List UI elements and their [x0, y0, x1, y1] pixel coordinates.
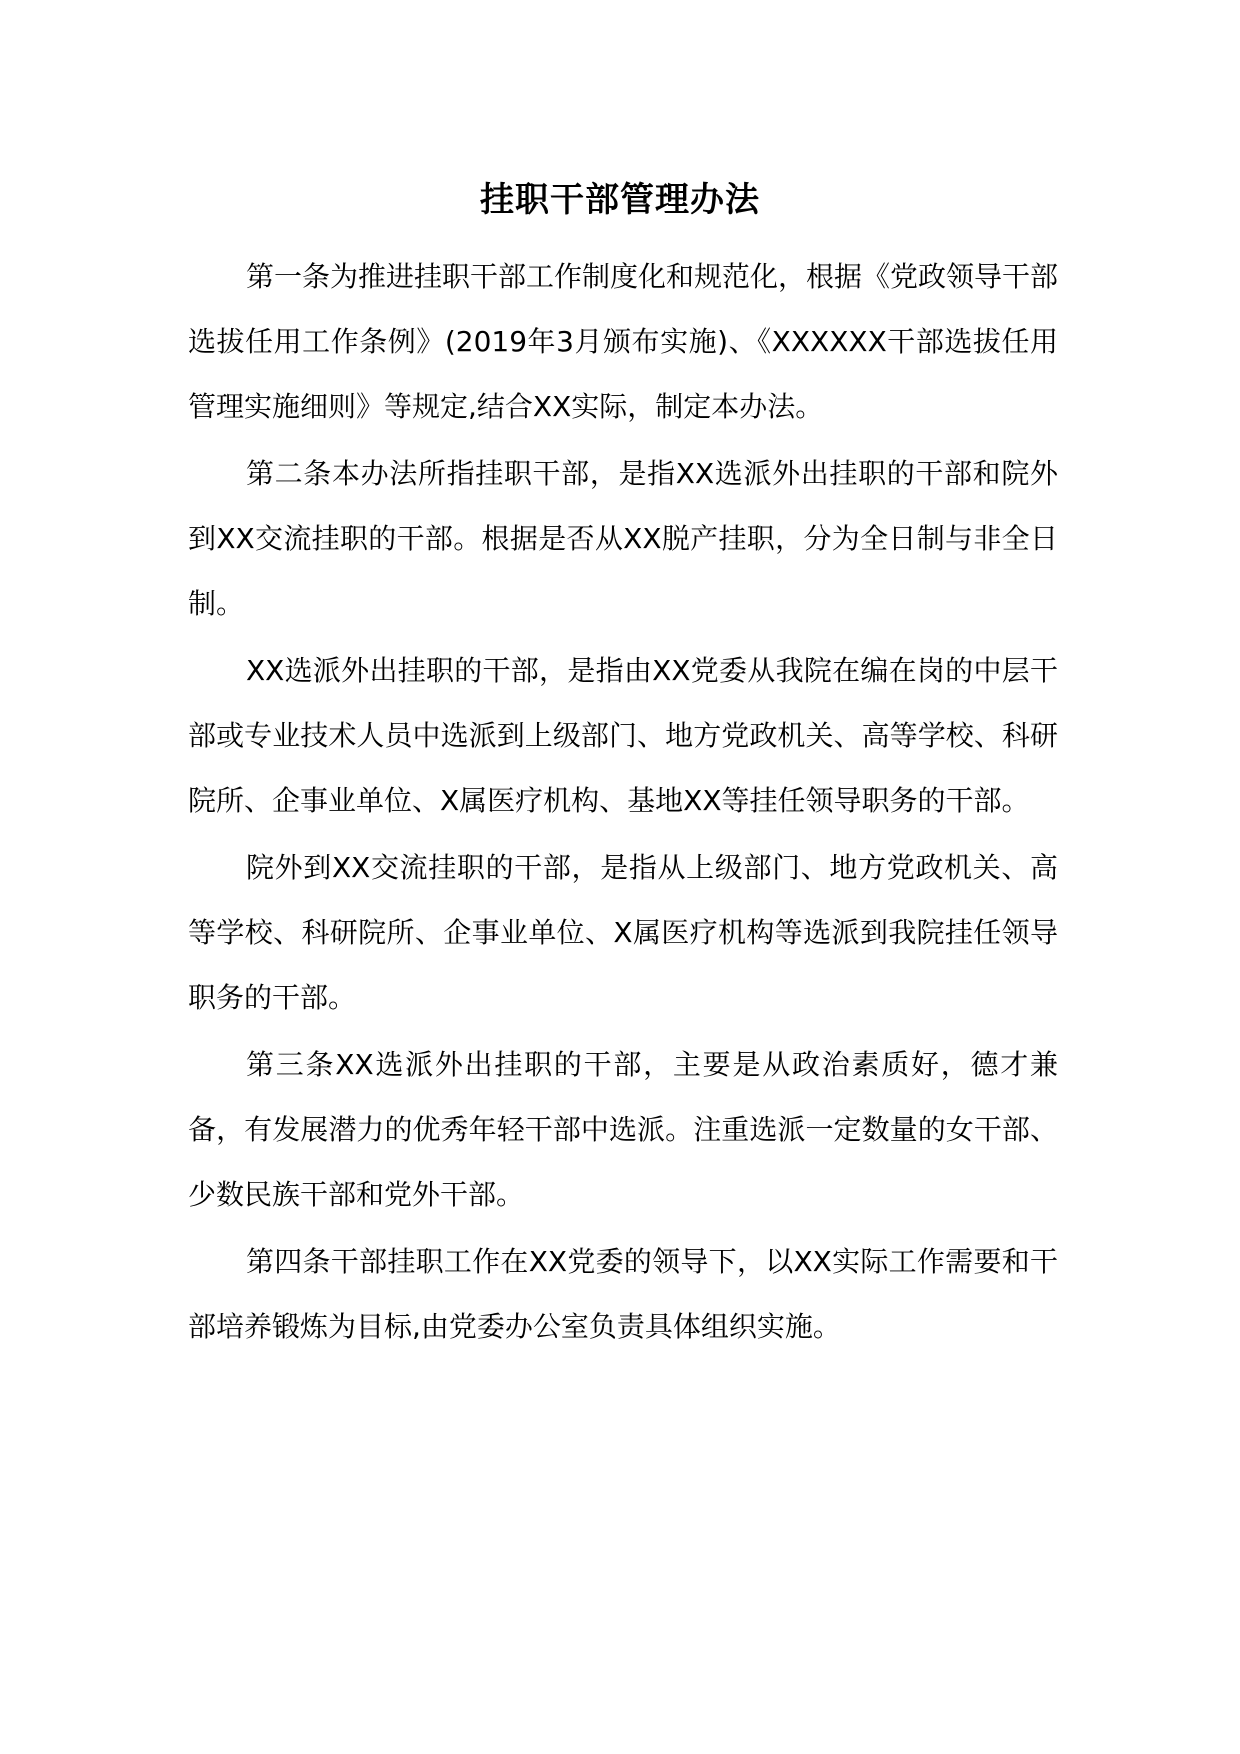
paragraph-article-2: 第二条本办法所指挂职干部，是指XX选派外出挂职的干部和院外到XX交流挂职的干部。根据是否从XX脱产挂职，分为全日制与非全日制。	[188, 457, 1058, 620]
paragraph-article-1: 第一条为推进挂职干部工作制度化和规范化，根据《党政领导干部选拔任用工作条例》(2019年3月颁布实施)、《XXXXXX干部选拔任用管理实施细则》等规定,结合XX实际，制定本办法。	[188, 260, 1059, 423]
paragraph-article-3: 第三条XX选派外出挂职的干部，主要是从政治素质好，德才兼备，有发展潜力的优秀年轻干部中选派。注重选派一定数量的女干部、少数民族干部和党外干部。	[188, 1048, 1058, 1211]
document-title: 挂职干部管理办法	[480, 180, 760, 220]
paragraph-incoming-cadres: 院外到XX交流挂职的干部，是指从上级部门、地方党政机关、高等学校、科研院所、企事业单位、X属医疗机构等选派到我院挂任领导职务的干部。	[188, 851, 1058, 1014]
document-body	[188, 244, 1058, 1359]
paragraph-article-4: 第四条干部挂职工作在XX党委的领导下，以XX实际工作需要和干部培养锻炼为目标,由党委办公室负责具体组织实施。	[188, 1245, 1058, 1343]
paragraph-outgoing-cadres: XX选派外出挂职的干部，是指由XX党委从我院在编在岗的中层干部或专业技术人员中选派到上级部门、地方党政机关、高等学校、科研院所、企事业单位、X属医疗机构、基地XX等挂任领导职务的干部。	[188, 654, 1058, 817]
